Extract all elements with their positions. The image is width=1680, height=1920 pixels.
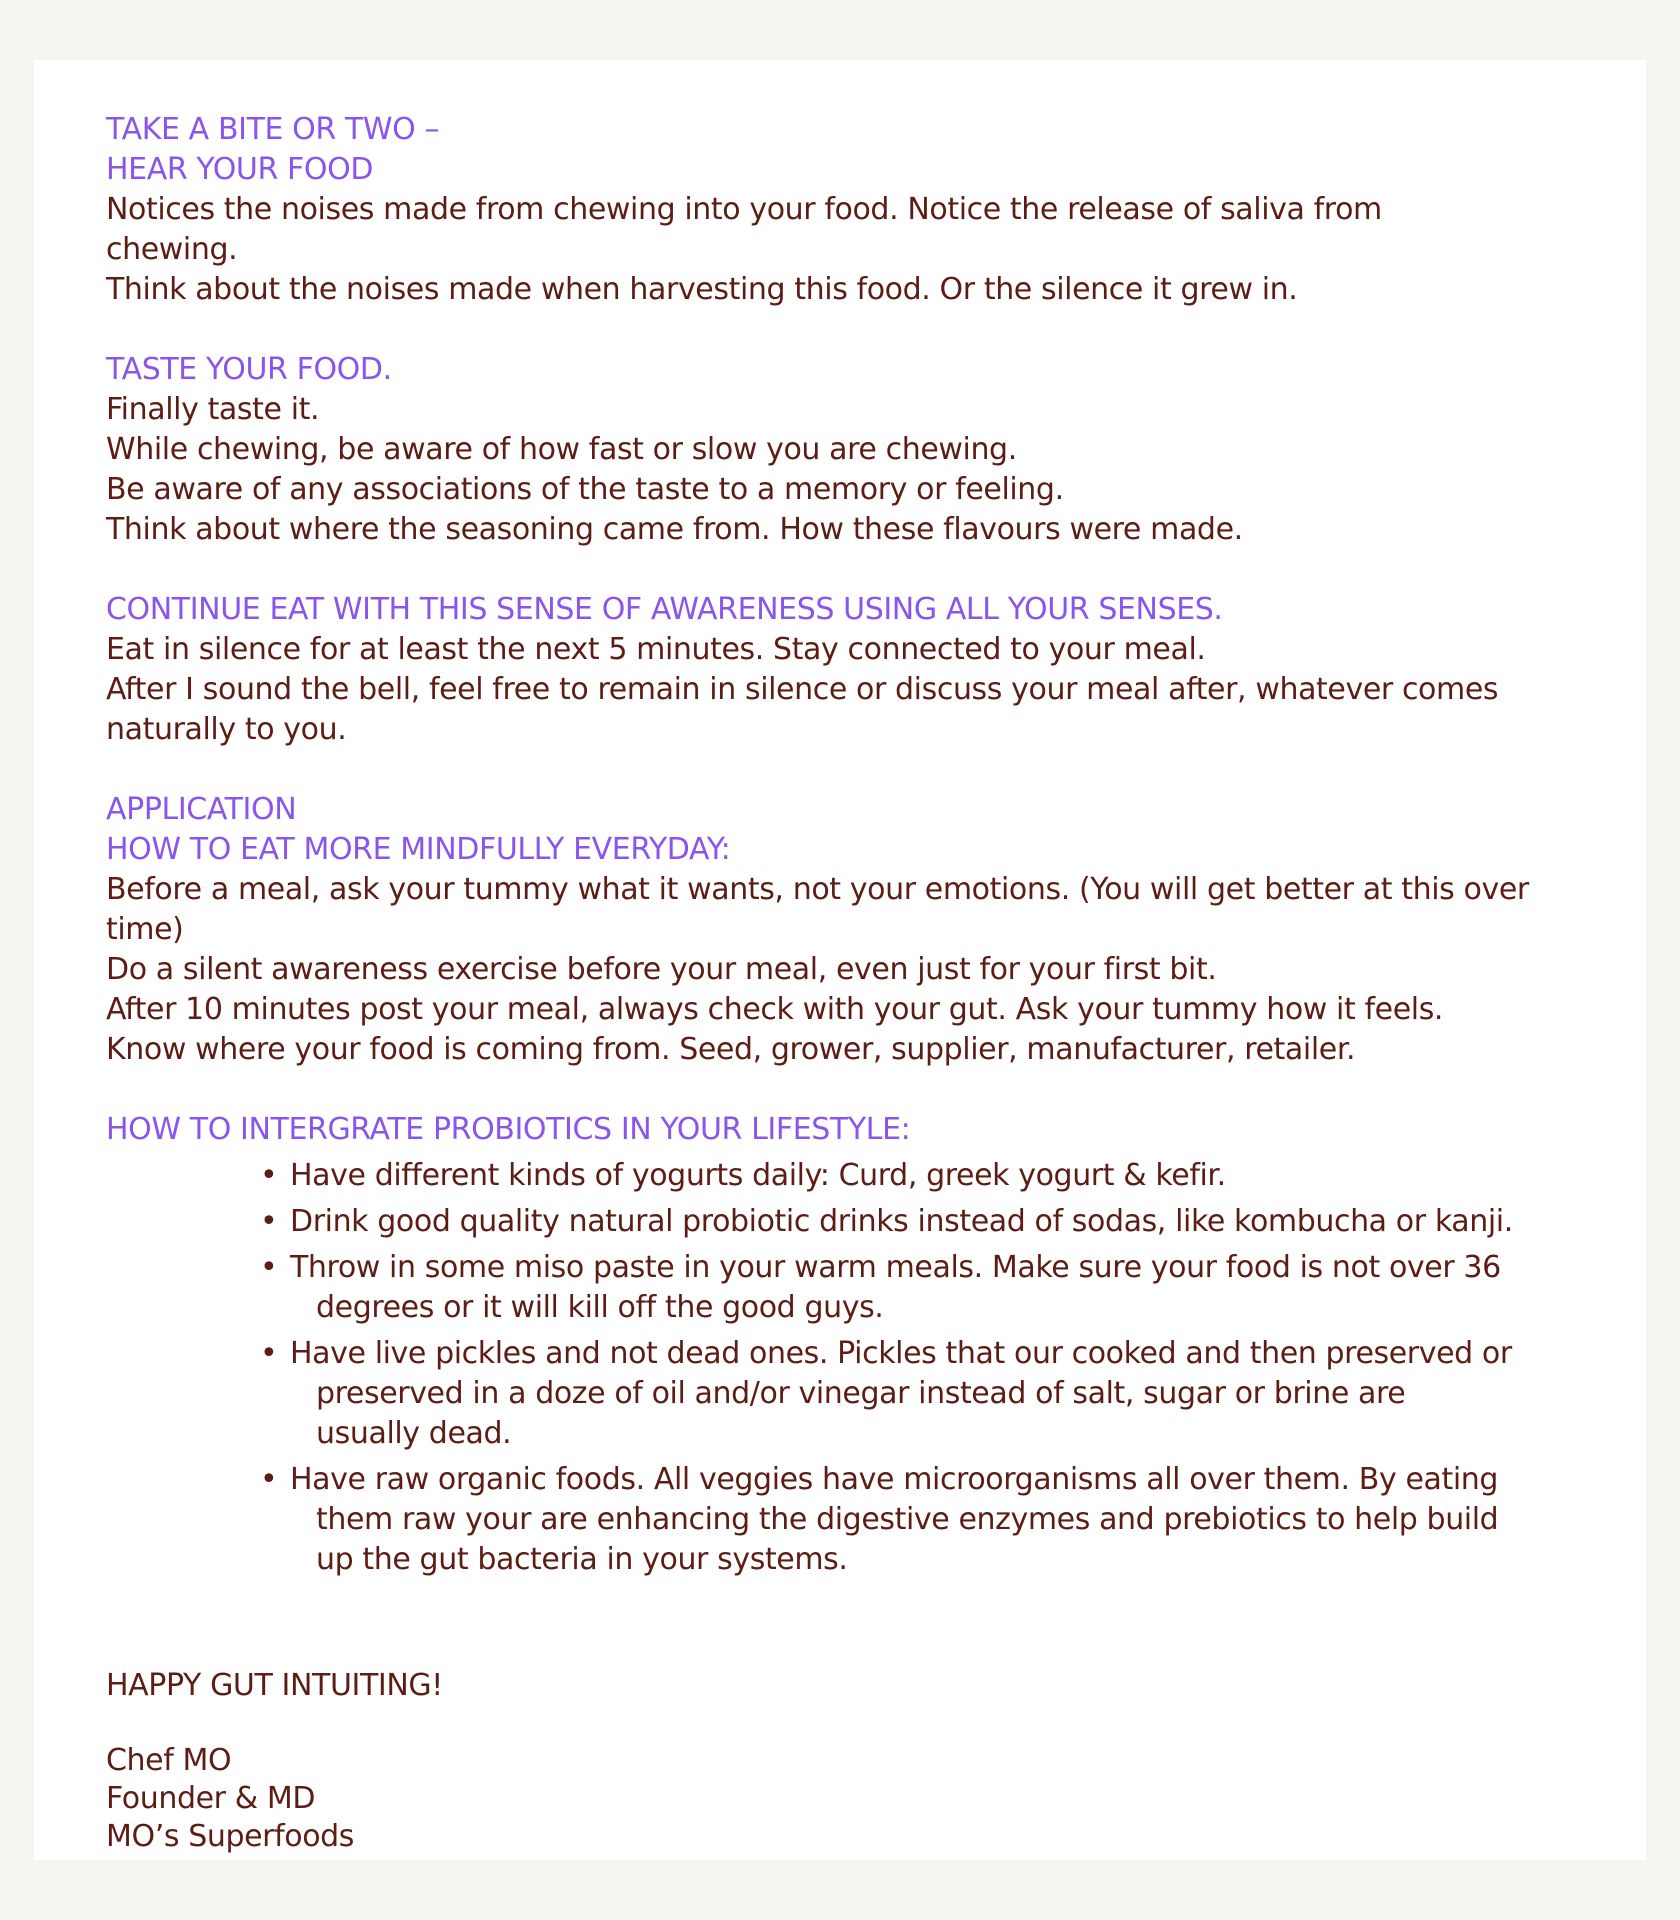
section-spacer [106,550,1646,590]
paragraph-line: Know where your food is coming from. Seed, grower, supplier, manufacturer, retailer. [106,1032,1356,1067]
list-item [106,1248,1646,1328]
section-spacer [106,1070,1646,1110]
bullet-icon: • [260,1462,278,1497]
bullet-icon: • [260,1204,278,1239]
list-item-line: them raw your are enhancing the digestive enzymes and prebiotics to help build [316,1502,1499,1537]
paragraph-line: After I sound the bell, feel free to remain in silence or discuss your meal after, whatever comes [106,672,1499,707]
list-item-line: Drink good quality natural probiotic drinks instead of sodas, like kombucha or kanji. [290,1204,1513,1239]
section-heading: APPLICATION [106,792,297,827]
section-spacer [106,1580,1646,1666]
bullet-icon: • [260,1158,278,1193]
paragraph-line: naturally to you. [106,712,347,747]
paragraph-line: time) [106,912,184,947]
document-content [106,110,1646,1856]
paragraph-line: Notices the noises made from chewing into your food. Notice the release of saliva from [106,192,1382,227]
list-item [106,1156,1646,1196]
paragraph-line: chewing. [106,232,238,267]
paragraph-line: Before a meal, ask your tummy what it wants, not your emotions. (You will get better at this over [106,872,1529,907]
paragraph-line: Eat in silence for at least the next 5 minutes. Stay connected to your meal. [106,632,1206,667]
section-continue-eating [106,590,1646,750]
paragraph-line: Think about the noises made when harvesting this food. Or the silence it grew in. [106,272,1298,307]
paragraph-line: Do a silent awareness exercise before your meal, even just for your first bit. [106,952,1217,987]
paragraph-line: After 10 minutes post your meal, always check with your gut. Ask your tummy how it feels. [106,992,1444,1027]
section-spacer [106,310,1646,350]
list-item-line: Have different kinds of yogurts daily: Curd, greek yogurt & kefir. [290,1158,1226,1193]
document-page [34,60,1646,1860]
paragraph-line: Finally taste it. [106,392,320,427]
section-heading: TAKE A BITE OR TWO – [106,112,440,147]
signature-title: Founder & MD [106,1781,316,1816]
paragraph-line: Be aware of any associations of the taste to a memory or feeling. [106,472,1064,507]
section-heading: TASTE YOUR FOOD. [106,352,392,387]
signature-block [106,1742,1646,1856]
list-item-line: Have raw organic foods. All veggies have microorganisms all over them. By eating [290,1462,1499,1497]
section-application [106,790,1646,1070]
section-heading: CONTINUE EAT WITH THIS SENSE OF AWARENESS USING ALL YOUR SENSES. [106,592,1223,627]
section-heading: HOW TO INTERGRATE PROBIOTICS IN YOUR LIFESTYLE: [106,1112,911,1147]
list-item [106,1202,1646,1242]
list-item-line: Throw in some miso paste in your warm meals. Make sure your food is not over 36 [290,1250,1501,1285]
paragraph-line: Think about where the seasoning came from. How these flavours were made. [106,512,1243,547]
list-item-line: degrees or it will kill off the good guys. [316,1290,884,1325]
bullet-icon: • [260,1250,278,1285]
section-probiotics [106,1110,1646,1580]
bullet-icon: • [260,1336,278,1371]
list-item [106,1460,1646,1580]
paragraph-line: While chewing, be aware of how fast or slow you are chewing. [106,432,1017,467]
signature-name: Chef MO [106,1743,232,1778]
list-item-line: preserved in a doze of oil and/or vinegar instead of salt, sugar or brine are [316,1376,1406,1411]
signature-company: MO’s Superfoods [106,1819,355,1854]
section-taste-your-food [106,350,1646,550]
list-item-line: up the gut bacteria in your systems. [316,1542,848,1577]
section-heading: HEAR YOUR FOOD [106,152,374,187]
probiotics-list [106,1156,1646,1580]
section-spacer [106,1706,1646,1742]
list-item [106,1334,1646,1454]
list-item-line: Have live pickles and not dead ones. Pickles that our cooked and then preserved or [290,1336,1512,1371]
section-heading: HOW TO EAT MORE MINDFULLY EVERYDAY: [106,832,731,867]
section-hear-your-food [106,110,1646,310]
closing-line: HAPPY GUT INTUITING! [106,1668,443,1703]
list-item-line: usually dead. [316,1416,512,1451]
section-spacer [106,750,1646,790]
